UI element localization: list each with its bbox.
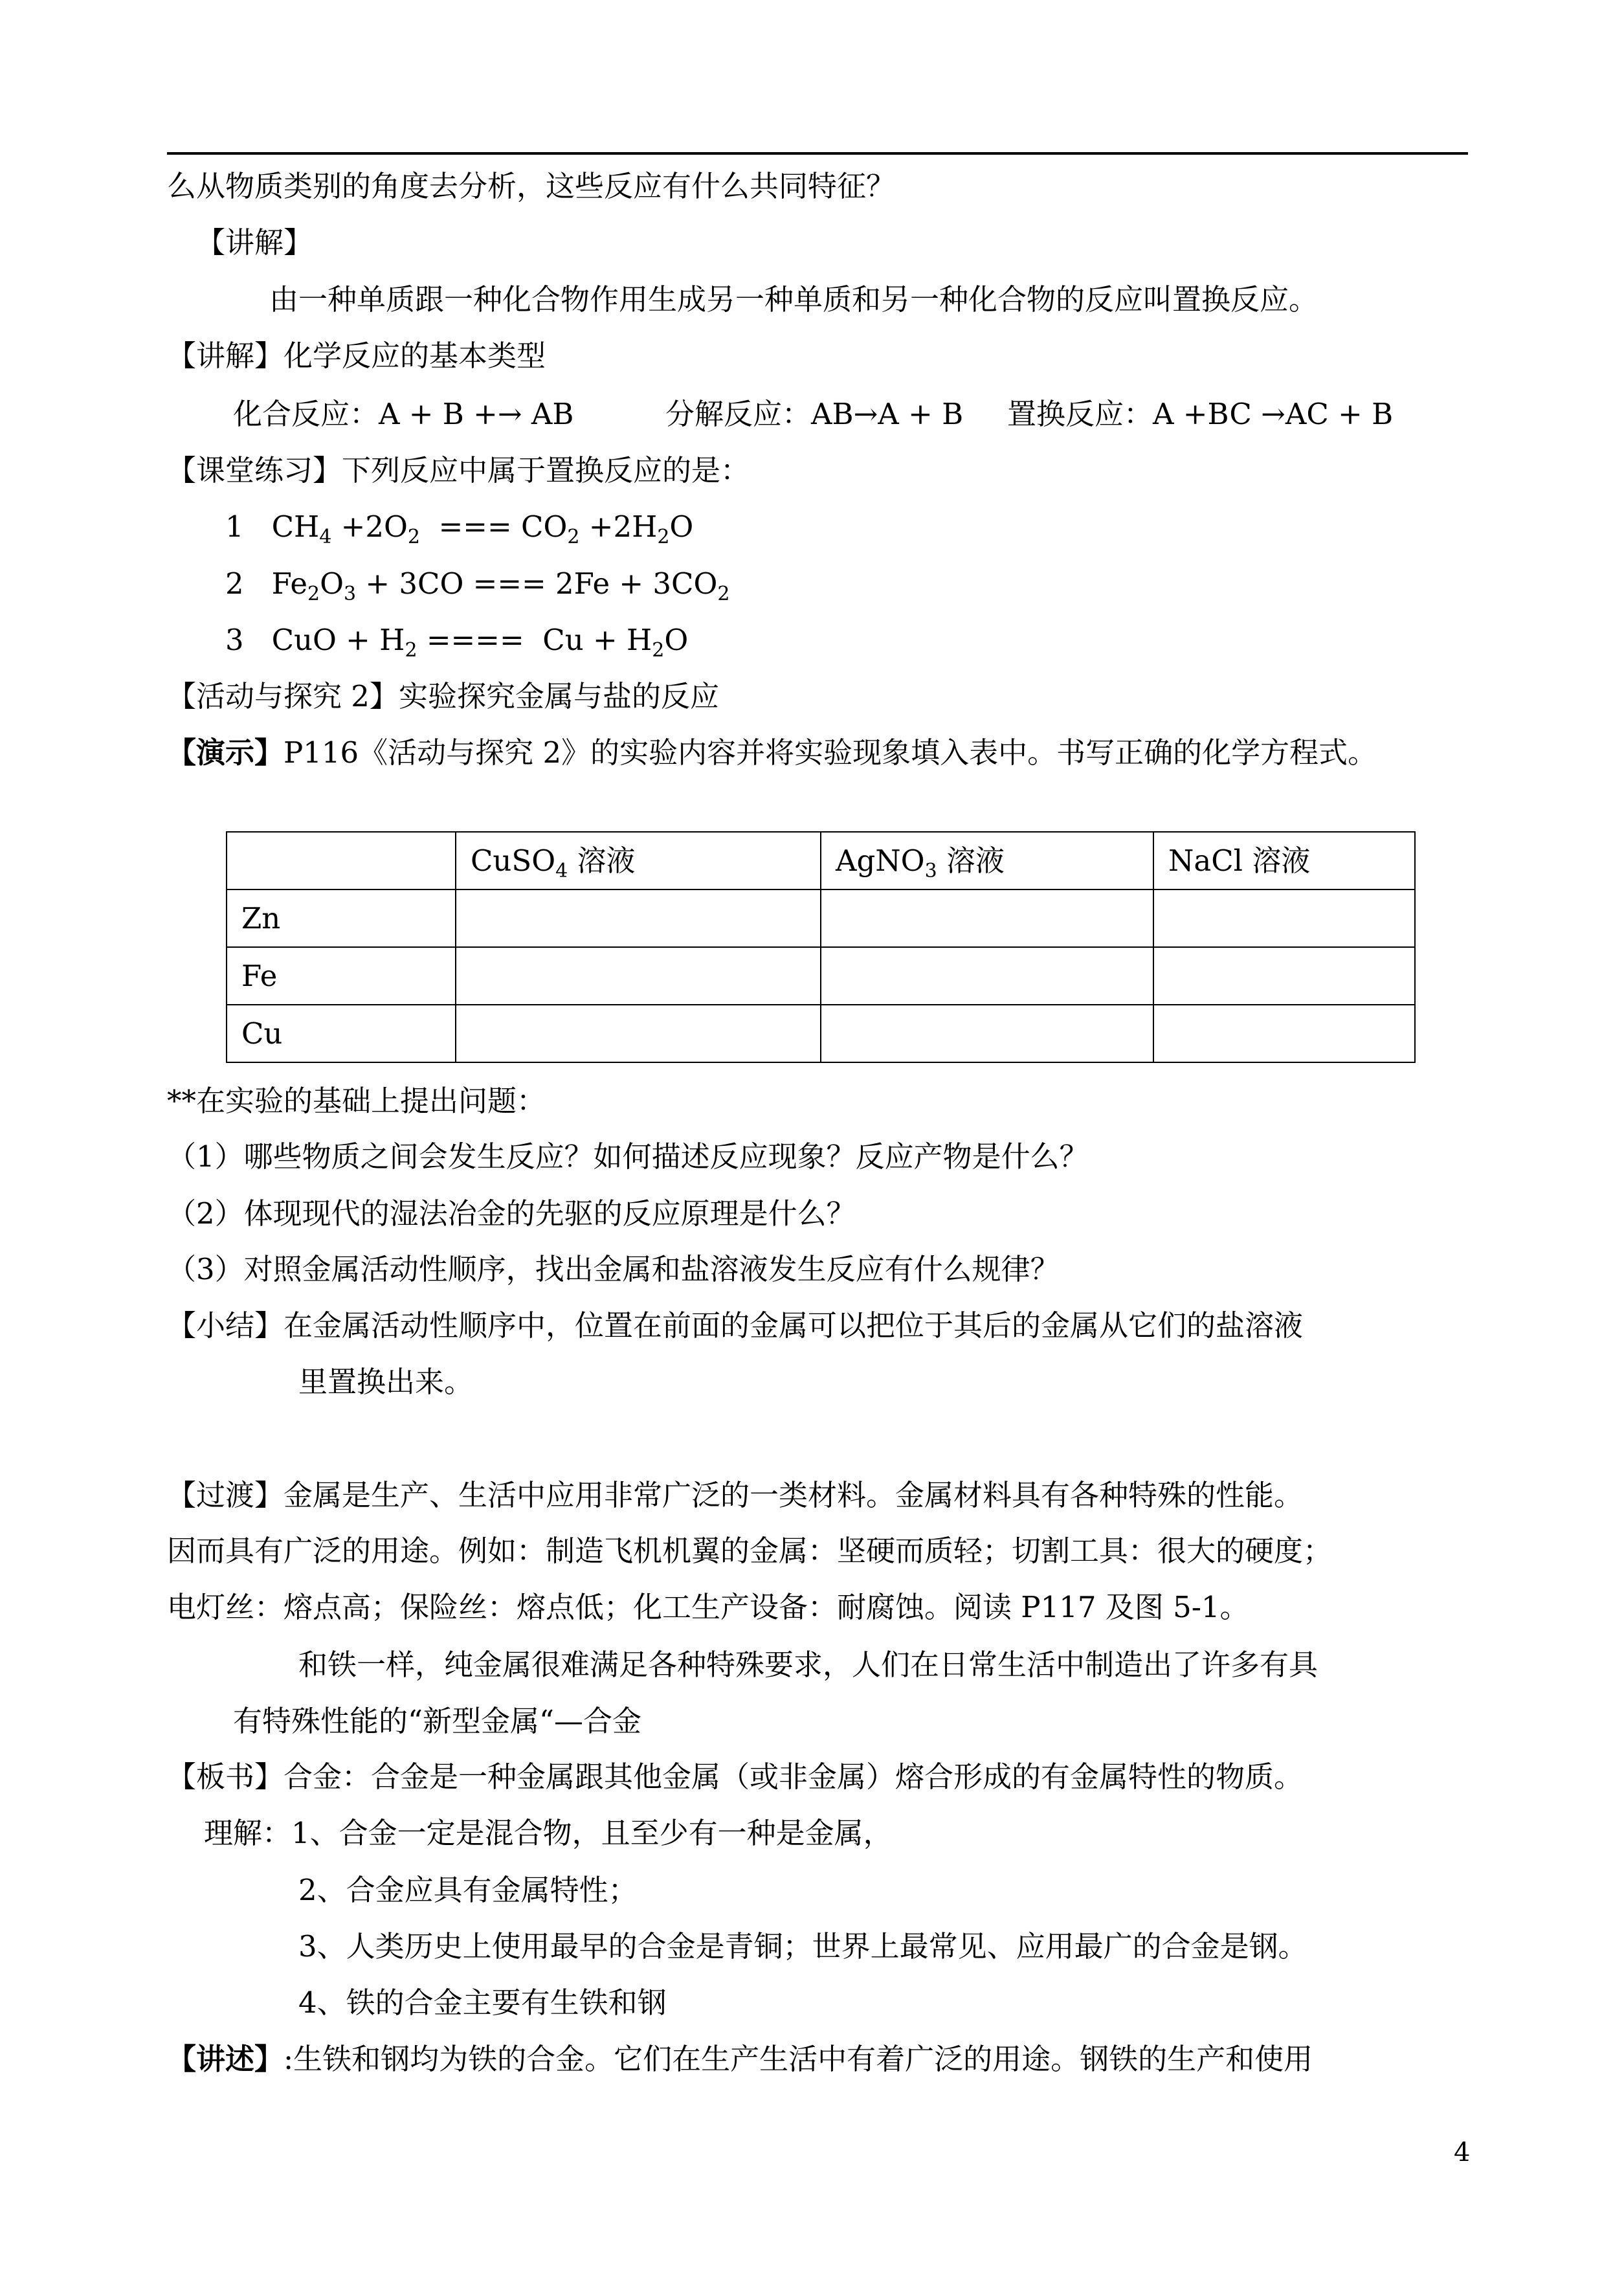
definition-text: 由一种单质跟一种化合物作用生成另一种单质和另一种化合物的反应叫置换反应。	[269, 282, 1318, 317]
transition	[167, 1476, 1303, 1515]
eq-part: O	[664, 623, 689, 657]
question-2: （2）体现现代的湿法冶金的先驱的反应原理是什么？	[167, 1196, 856, 1231]
eq-part: ==== Cu + H	[417, 623, 652, 657]
displacement-right: AC + B	[1285, 397, 1394, 431]
questions-intro: **在实验的基础上提出问题：	[167, 1084, 546, 1118]
eq-part: +2O	[331, 509, 408, 544]
table-header	[821, 832, 1153, 889]
header-rule	[167, 152, 1468, 155]
table-header	[1153, 832, 1415, 889]
reaction-types	[233, 395, 573, 434]
subscript: 2	[407, 526, 420, 548]
subscript: 2	[652, 639, 665, 662]
row-label: Fe	[227, 947, 456, 1005]
understanding-1: 理解：1、合金一定是混合物，且至少有一种是金属，	[204, 1816, 893, 1850]
combination-reaction: 化合反应：A + B +	[233, 397, 498, 431]
page-number: 4	[1454, 2138, 1471, 2167]
transition-line-3: 电灯丝：熔点高；保险丝：熔点低；化工生产设备：耐腐蚀。阅读 P117 及图 5-1。	[167, 1590, 1249, 1624]
section-label: 【演示】	[167, 735, 284, 770]
header-text: NaCl 溶液	[1168, 843, 1311, 878]
section-heading	[167, 337, 546, 375]
table-header	[456, 832, 821, 889]
table-cell	[1153, 889, 1415, 947]
eq-part: O	[669, 509, 694, 544]
table-row	[227, 832, 1415, 889]
table-cell	[456, 889, 821, 947]
understanding-3: 3、人类历史上使用最早的合金是青铜；世界上最常见、应用最广的合金是钢。	[298, 1929, 1307, 1963]
section-text: :生铁和钢均为铁的合金。它们在生产生活中有着广泛的用途。钢铁的生产和使用	[284, 2042, 1313, 2076]
subscript: 3	[343, 583, 357, 605]
table-cell	[227, 832, 456, 889]
eq-part: + 3CO === 2Fe + 3CO	[356, 566, 718, 601]
header-text: CuSO	[471, 843, 556, 878]
section-text: 下列反应中属于置换反应的是：	[342, 453, 750, 487]
paragraph-line-2: 有特殊性能的“新型金属“—合金	[233, 1704, 642, 1738]
decomposition-right: A + B	[878, 397, 964, 431]
header-text: AgNO	[836, 843, 925, 878]
header-text: 溶液	[937, 843, 1005, 878]
section-label: 【讲解】	[196, 225, 313, 260]
eq-part: CH	[271, 509, 320, 544]
understanding-4: 4、铁的合金主要有生铁和钢	[298, 1985, 667, 2020]
section-label: 【板书】	[167, 1760, 284, 1794]
question-1: （1）哪些物质之间会发生反应？如何描述反应现象？反应产物是什么？	[167, 1139, 1089, 1174]
question-3: （3）对照金属活动性顺序，找出金属和盐溶液发生反应有什么规律？	[167, 1252, 1060, 1286]
table-cell	[821, 889, 1153, 947]
eq-part: O	[320, 566, 344, 601]
paragraph-line-1: 和铁一样，纯金属很难满足各种特殊要求，人们在日常生活中制造出了许多有具	[298, 1648, 1318, 1682]
arrow-icon: →	[497, 397, 522, 431]
table-row	[227, 889, 1415, 947]
narration	[167, 2040, 1313, 2079]
section-label: 【小结】	[167, 1308, 284, 1343]
section-text: 金属是生产、生活中应用非常广泛的一类材料。金属材料具有各种特殊的性能。	[284, 1478, 1304, 1512]
experiment-table	[226, 831, 1416, 1063]
row-label: Cu	[227, 1005, 456, 1062]
summary	[167, 1306, 1303, 1345]
section-label: 【过渡】	[167, 1478, 284, 1512]
equation-number: 2	[225, 566, 244, 601]
understanding-2: 2、合金应具有金属特性；	[298, 1873, 638, 1907]
equation-2	[225, 565, 729, 603]
demo-heading	[167, 733, 1377, 772]
section-label: 【活动与探究 2】	[167, 679, 399, 713]
table-cell	[1153, 947, 1415, 1005]
activity-heading	[167, 677, 719, 716]
transition-line-2: 因而具有广泛的用途。例如：制造飞机机翼的金属：坚硬而质轻；切割工具：很大的硬度；	[167, 1534, 1333, 1568]
equation-number: 3	[225, 623, 244, 657]
section-text: 化学反应的基本类型	[284, 339, 546, 373]
eq-part: === CO	[419, 509, 568, 544]
section-text: 合金：合金是一种金属跟其他金属（或非金属）熔合形成的有金属特性的物质。	[284, 1760, 1304, 1794]
header-text: 溶液	[568, 843, 636, 878]
subscript: 2	[405, 639, 417, 662]
combination-product: AB	[522, 397, 574, 431]
equation-number: 1	[225, 509, 244, 544]
displacement-left: 置换反应：A +BC	[1007, 397, 1262, 431]
table-cell	[821, 1005, 1153, 1062]
eq-part: +2H	[579, 509, 658, 544]
arrow-icon: →	[853, 397, 878, 431]
board-note	[167, 1758, 1303, 1796]
section-label: 【讲解】	[167, 339, 284, 373]
subscript: 2	[567, 526, 580, 548]
text-line: 么从物质类别的角度去分析，这些反应有什么共同特征？	[167, 169, 896, 203]
eq-part: CuO + H	[271, 623, 405, 657]
subscript: 3	[924, 859, 937, 882]
table-cell	[456, 1005, 821, 1062]
subscript: 4	[555, 859, 568, 882]
decomposition-left: 分解反应：AB	[665, 397, 854, 431]
table-cell	[456, 947, 821, 1005]
section-text: 实验探究金属与盐的反应	[398, 679, 719, 713]
section-label: 【讲述】	[167, 2042, 284, 2076]
displacement-reaction	[1007, 395, 1393, 434]
subscript: 2	[717, 583, 730, 605]
eq-part: Fe	[271, 566, 307, 601]
decomposition-reaction	[665, 395, 963, 434]
arrow-icon: →	[1261, 397, 1285, 431]
table-row	[227, 947, 1415, 1005]
subscript: 4	[319, 526, 332, 548]
section-text: 在金属活动性顺序中，位置在前面的金属可以把位于其后的金属从它们的盐溶液	[284, 1308, 1304, 1343]
section-label: 【课堂练习】	[167, 453, 342, 487]
summary-continued: 里置换出来。	[298, 1365, 474, 1399]
subscript: 2	[307, 583, 320, 605]
subscript: 2	[657, 526, 670, 548]
table-cell	[821, 947, 1153, 1005]
row-label: Zn	[227, 889, 456, 947]
table-cell	[1153, 1005, 1415, 1062]
equation-3	[225, 621, 688, 660]
equation-1	[225, 508, 693, 546]
section-text: P116《活动与探究 2》的实验内容并将实验现象填入表中。书写正确的化学方程式。	[284, 735, 1377, 770]
table-row	[227, 1005, 1415, 1062]
exercise-heading	[167, 451, 750, 490]
